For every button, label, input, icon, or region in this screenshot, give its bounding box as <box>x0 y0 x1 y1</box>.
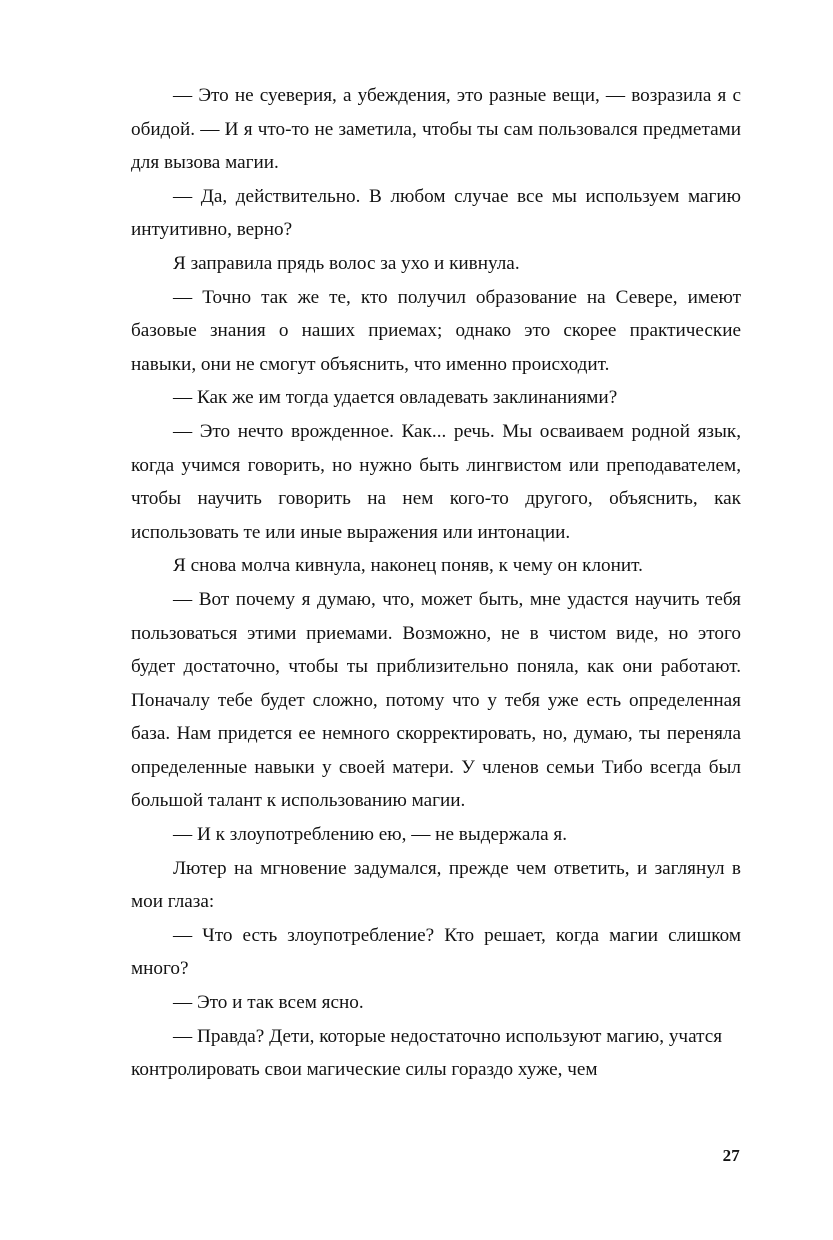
paragraph: Я заправила прядь волос за ухо и кивнула. <box>173 252 520 274</box>
paragraph: — Правда? Дети, которые недостаточно используют магию, учатся контролировать свои магические силы гораздо хуже, чем <box>131 1025 723 1081</box>
paragraph: — Это нечто врожденное. Как... речь. Мы осваиваем родной язык, когда учимся говорить, но нужно быть лингвистом или преподавателем, чтобы научить говорить на нем кого-то другого, объяснить, как использовать те или иные выражения или интонации. <box>131 420 741 543</box>
paragraph: — Да, действительно. В любом случае все мы используем магию интуитивно, верно? <box>131 185 741 241</box>
page-number: 27 <box>722 1146 740 1165</box>
paragraph: — Это и так всем ясно. <box>173 992 364 1014</box>
paragraph: — Что есть злоупотребление? Кто решает, когда магии слишком много? <box>131 924 741 980</box>
paragraph: — Вот почему я думаю, что, может быть, мне удастся научить тебя пользоваться этими приемами. Возможно, не в чистом виде, но этого будет достаточно, чтобы ты приблизительно поняла, как они работают. Поначалу тебе будет сложно, потому что у тебя уже есть определенная база. Нам придется ее немного скорректировать, но, думаю, ты переняла определенные навыки у своей матери. У членов семьи Тибо всегда был большой талант к использованию магии. <box>131 588 741 812</box>
paragraph: Лютер на мгновение задумался, прежде чем ответить, и заглянул в мои глаза: <box>131 857 741 913</box>
paragraph: — И к злоупотреблению ею, — не выдержала я. <box>173 824 568 846</box>
paragraph: — Это не суеверия, а убеждения, это разные вещи, — возразила я с обидой. — И я что-то не заметила, чтобы ты сам пользовался предметами для вызова магии. <box>131 85 741 174</box>
body-text <box>131 79 741 1087</box>
paragraph: — Точно так же те, кто получил образование на Севере, имеют базовые знания о наших приемах; однако это скорее практические навыки, они не смогут объяснить, что именно происходит. <box>131 286 741 375</box>
paragraph: Я снова молча кивнула, наконец поняв, к чему он клонит. <box>173 555 643 577</box>
paragraph: — Как же им тогда удается овладевать заклинаниями? <box>173 387 618 409</box>
